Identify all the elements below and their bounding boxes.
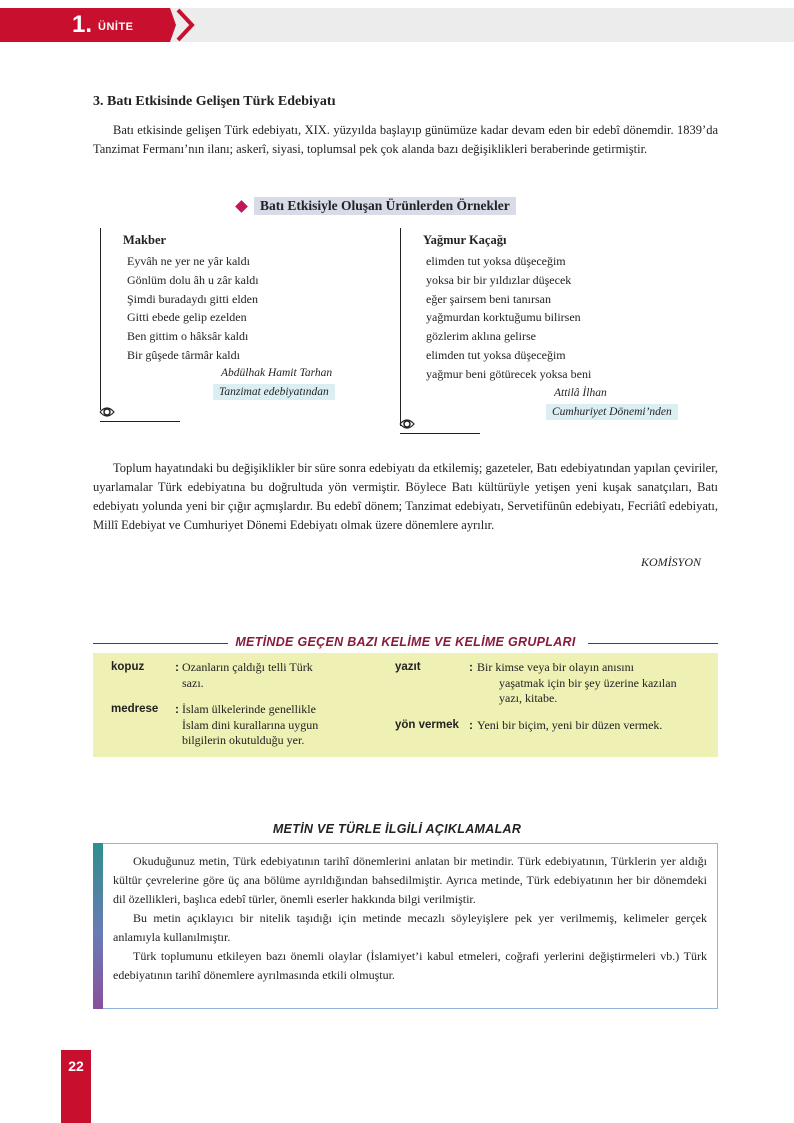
vocab-def-line: Ozanların çaldığı telli Türk	[182, 660, 313, 674]
vocab-term: medrese	[111, 703, 159, 715]
poem-line: elimden tut yoksa düşeceğim	[426, 347, 566, 362]
poem-line: Gitti ebede gelip ezelden	[127, 310, 247, 325]
poem-author: Abdülhak Hamit Tarhan	[221, 367, 333, 379]
page-number: 22	[68, 1058, 84, 1074]
vocab-definition	[477, 660, 677, 707]
vocab-def-line: İslam dini kurallarına uygun	[182, 717, 319, 732]
notes-paragraph: Bu metin açıklayıcı bir nitelik taşıdığı için metinde mecazlı söyleyişlere pek yer verilmemiş, kelimeler gerçek anlamıyla kullanılmıştır.	[113, 911, 707, 944]
vocab-colon: :	[469, 718, 473, 732]
vocab-def-line: Yeni bir biçim, yeni bir düzen vermek.	[477, 718, 663, 732]
diamond-bullet-icon	[235, 200, 248, 213]
vocab-definition	[477, 718, 662, 734]
vocab-def-line: yaşatmak için bir şey üzerine kazılan	[499, 675, 677, 690]
ornament-icon	[98, 403, 116, 421]
vocab-def-line: bilgilerin okutulduğu yer.	[182, 733, 305, 747]
vocab-term: yön vermek	[395, 719, 459, 731]
vocab-def-line: sazı.	[182, 675, 204, 690]
poem-source: Cumhuriyet Dönemi’nden	[546, 404, 678, 420]
poem-line: eğer şairsem beni tanırsan	[426, 291, 551, 306]
poem-line: yoksa bir bir yıldızlar düşecek	[426, 272, 572, 287]
examples-heading	[237, 196, 516, 216]
poem-line: Eyvâh ne yer ne yâr kaldı	[127, 254, 250, 268]
intro-text: Batı etkisinde gelişen Türk edebiyatı, XIX. yüzyılda başlayıp günümüze kadar devam eden bir edebî dönemdir. 1839’da Tanzimat Fermanı’nın ilanı; askerî, siyasi, toplumsal pek çok alanda bazı değişiklikleri beraberinde getirmiştir.	[93, 123, 718, 156]
poem-title: Yağmur Kaçağı	[423, 233, 507, 247]
ornament-icon	[398, 415, 416, 433]
vocab-title: METİNDE GEÇEN BAZI KELİME VE KELİME GRUPLARI	[235, 635, 576, 649]
poem-line: gözlerim aklına gelirse	[426, 329, 536, 344]
poem-line: Bir gûşede târmâr kaldı	[127, 347, 240, 362]
vocab-colon: :	[469, 660, 473, 674]
section-title: 3. Batı Etkisinde Gelişen Türk Edebiyatı	[93, 94, 336, 109]
poem-frame-left	[400, 228, 401, 426]
poem-frame-bottom	[400, 433, 480, 434]
notes-paragraph: Okuduğunuz metin, Türk edebiyatının tarihî dönemlerini anlatan bir metindir. Türk edebiyatının, Türklerin yer aldığı kültür çevrelerine göre üç ana bölüme ayrıldığından bahsedilmiştir. Ayrıca metinde, Türk edebiyatının her bir dönemdeki dil özellikleri, başlıca edebî türler, önemli eserler hakkında bilgi verilmiştir.	[113, 854, 707, 906]
notes-text	[113, 852, 707, 985]
vocab-def-line: İslam ülkelerinde genellikle	[182, 702, 316, 716]
vocab-colon: :	[175, 660, 179, 674]
poem-frame-left	[100, 228, 101, 410]
vocab-colon: :	[175, 702, 179, 716]
vocab-definition	[182, 702, 318, 749]
notes-accent-strip	[93, 843, 103, 1009]
poem-line: elimden tut yoksa düşeceğim	[426, 254, 566, 268]
vocab-def-line: Bir kimse veya bir olayın anısını	[477, 660, 634, 674]
notes-paragraph: Türk toplumunu etkileyen bazı önemli olaylar (İslamiyet’i kabul etmeleri, coğrafi yerlerini değiştirmeleri vb.) Türk edebiyatının tarihî dönemlere ayrılmasında etkili olmuştur.	[113, 949, 707, 982]
poem-author: Attilâ İlhan	[554, 387, 607, 399]
unit-number: 1.	[72, 11, 93, 38]
poem-line: yağmur beni götürecek yoksa beni	[426, 366, 592, 381]
poem-line: Gönlüm dolu âh u zâr kaldı	[127, 272, 259, 287]
examples-title: Batı Etkisiyle Oluşan Ürünlerden Örnekler	[254, 197, 516, 215]
intro-paragraph	[93, 121, 718, 159]
poem-frame-bottom	[100, 421, 180, 422]
poem-source: Tanzimat edebiyatından	[213, 384, 335, 400]
vocab-def-line: yazı, kitabe.	[499, 691, 558, 705]
poem-title: Makber	[123, 233, 167, 247]
body-paragraph	[93, 459, 718, 535]
notes-title: METİN VE TÜRLE İLGİLİ AÇIKLAMALAR	[272, 822, 522, 836]
vocab-term: yazıt	[395, 661, 421, 673]
body-text: Toplum hayatındaki bu değişiklikler bir süre sonra edebiyatı da etkilemiş; gazeteler, Batı edebiyatından yapılan çeviriler, uyarlamalar Türk edebiyatına bu doğrultuda yön vermiştir. Böylece Batı kültürüyle yetişen yeni kuşak sanatçıları, Batı edebiyatı yolunda yeni bir çığır açmışlardır. Bu edebî dönem; Tanzimat edebiyatı, Servetifünûn edebiyatı, Fecriâtî edebiyatı, Millî Edebiyat ve Cumhuriyet Dönemi Edebiyatı olmak üzere dönemlere ayrılır.	[93, 461, 718, 532]
unit-label: ÜNİTE	[98, 21, 134, 33]
poem-line: yağmurdan korktuğumu bilirsen	[426, 310, 581, 325]
vocab-heading-bar	[93, 634, 718, 652]
poem-lines	[127, 252, 259, 365]
credit: KOMİSYON	[640, 555, 701, 569]
poem-line: Şimdi buradaydı gitti elden	[127, 291, 258, 306]
vocab-definition	[182, 660, 313, 691]
chevron-right-icon	[168, 8, 210, 42]
poem-lines	[426, 252, 591, 384]
poem-line: Ben gittim o hâksâr kaldı	[127, 329, 249, 344]
vocab-term: kopuz	[111, 661, 145, 673]
